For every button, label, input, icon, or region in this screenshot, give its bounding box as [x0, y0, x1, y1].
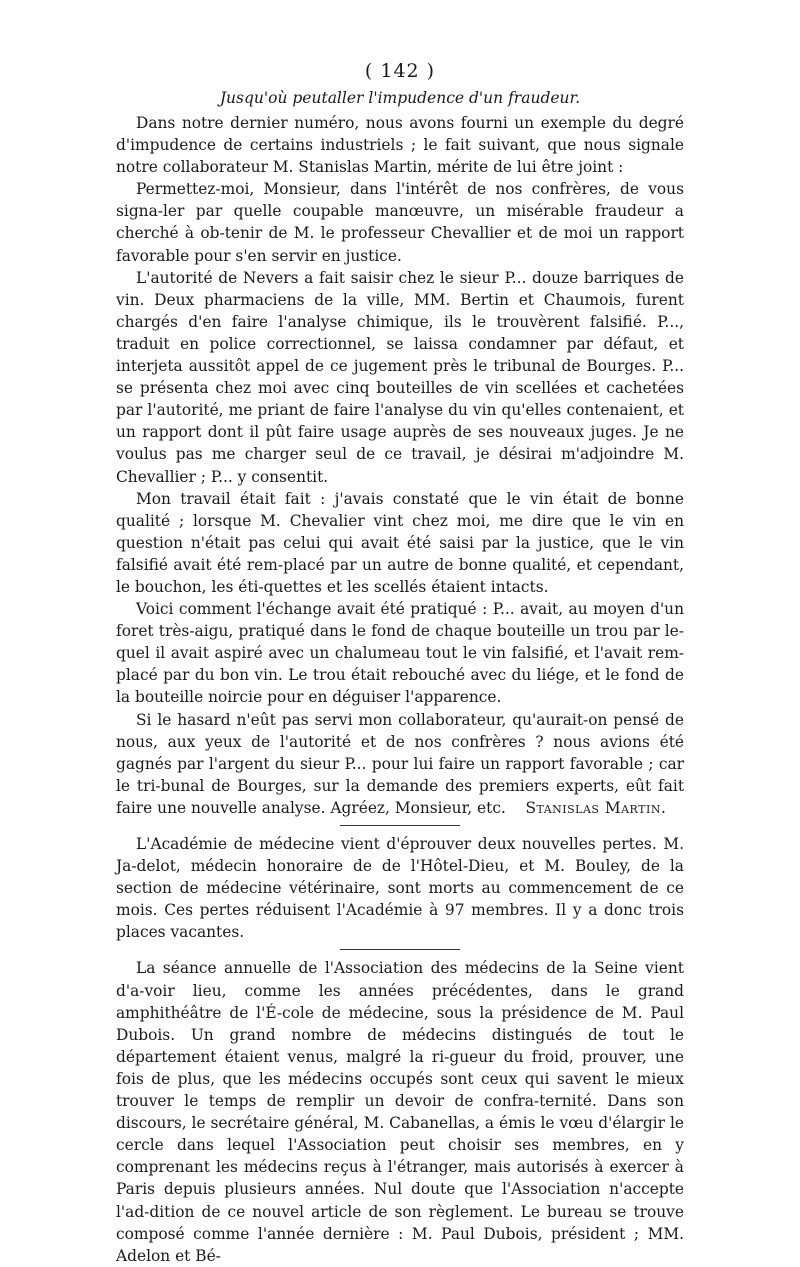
section-divider [340, 825, 460, 826]
article-paragraph: L'Académie de médecine vient d'éprouver deux nouvelles pertes. M. Ja-delot, médecin honoraire de de l'Hôtel-Dieu, et M. Bouley, de la section de médecine vétérinaire, sont morts au commencement de ce mois. Ces pertes réduisent l'Académie à 97 membres. Il y a donc trois places vacantes. [116, 835, 684, 942]
document-page [116, 58, 684, 1267]
page-number: ( 142 ) [364, 60, 436, 82]
letter-paragraph [116, 709, 684, 819]
letter-paragraph: Voici comment l'échange avait été pratiqué : P... avait, au moyen d'un foret très-aigu, pratiqué dans le fond de chaque bouteille un trou par le-quel il avait aspiré avec un chalumeau tout le vin falsifié, et l'avait rem-placé par du bon vin. Le trou était rebouché avec du liége, et le fond de la bouteille noircie pour en déguiser l'apparence. [116, 600, 684, 707]
letter-paragraph: Mon travail était fait : j'avais constaté que le vin était de bonne qualité ; lorsque M. Chevalier vint chez moi, me dire que le vin en question n'était pas celui qui avait été saisi par la justice, que le vin falsifié avait été rem-placé par un autre de bonne qualité, et cependant, le bouchon, les éti-quettes et les scellés étaient intacts. [116, 489, 684, 596]
article-heading: Jusqu'où peutaller l'impudence d'un fraudeur. [219, 89, 581, 107]
article-association [116, 957, 684, 1266]
article-paragraph: La séance annuelle de l'Association des médecins de la Seine vient d'a-voir lieu, comme les années précédentes, dans le grand amphithéâtre de l'É-cole de médecine, sous la présidence de M. Paul Dubois. Un grand nombre de médecins distingués de tout le département étaient venus, malgré la ri-gueur du froid, prouver, une fois de plus, que les médecins occupés sont ceux qui savent le mieux trouver le temps de remplir un devoir de confra-ternité. Dans son discours, le secrétaire général, M. Cabanellas, a émis le vœu d'élargir le cercle dans lequel l'Association peut choisir ses membres, en y comprenant les médecins reçus à l'étranger, mais autorisés à exercer à Paris depuis plusieurs années. Nul doute que l'Association n'accepte l'ad-dition de ce nouvel article de son règlement. Le bureau se trouve composé comme l'année dernière : M. Paul Dubois, président ; MM. Adelon et Bé- [116, 959, 684, 1265]
letter-paragraph: Permettez-moi, Monsieur, dans l'intérêt de nos confrères, de vous signa-ler par quelle coupable manœuvre, un misérable fraudeur a cherché à ob-tenir de M. le professeur Chevallier et de moi un rapport favorable pour s'en servir en justice. [116, 180, 684, 265]
article-paragraph: Dans notre dernier numéro, nous avons fourni un exemple du degré d'impudence de certains industriels ; le fait suivant, que nous signale notre collaborateur M. Stanislas Martin, mérite de lui être joint : [116, 114, 684, 177]
letter-closing-text: Si le hasard n'eût pas servi mon collaborateur, qu'aurait-on pensé de nous, aux yeux de l'autorité et de nos confrères ? nous avions été gagnés par l'argent du sieur P... pour lui faire un rapport favorable ; car le tri-bunal de Bourges, sur la demande des premiers experts, eût fait faire une nouvelle analyse. Agréez, Monsieur, etc. [116, 710, 684, 817]
letter-paragraph: L'autorité de Nevers a fait saisir chez le sieur P... douze barriques de vin. Deux pharmaciens de la ville, MM. Bertin et Chaumois, furent chargés d'en faire l'analyse chimique, ils le trouvèrent falsifié. P..., traduit en police correctionnel, se laissa condamner par défaut, et interjeta aussitôt appel de ce jugement près le tribunal de Bourges. P... se présenta chez moi avec cinq bouteilles de vin scellées et cachetées par l'autorité, me priant de faire l'analyse du vin qu'elles contenaient, et un rapport dont il pût faire usage auprès de ses nouveaux juges. Je ne voulus pas me charger seul de ce travail, je désirai m'adjoindre M. Chevallier ; P... y consentit. [116, 268, 684, 486]
section-divider [340, 949, 460, 950]
signature: Stanislas Martin. [525, 798, 667, 817]
article-academie [116, 833, 684, 943]
article-fraudeur [116, 88, 684, 819]
